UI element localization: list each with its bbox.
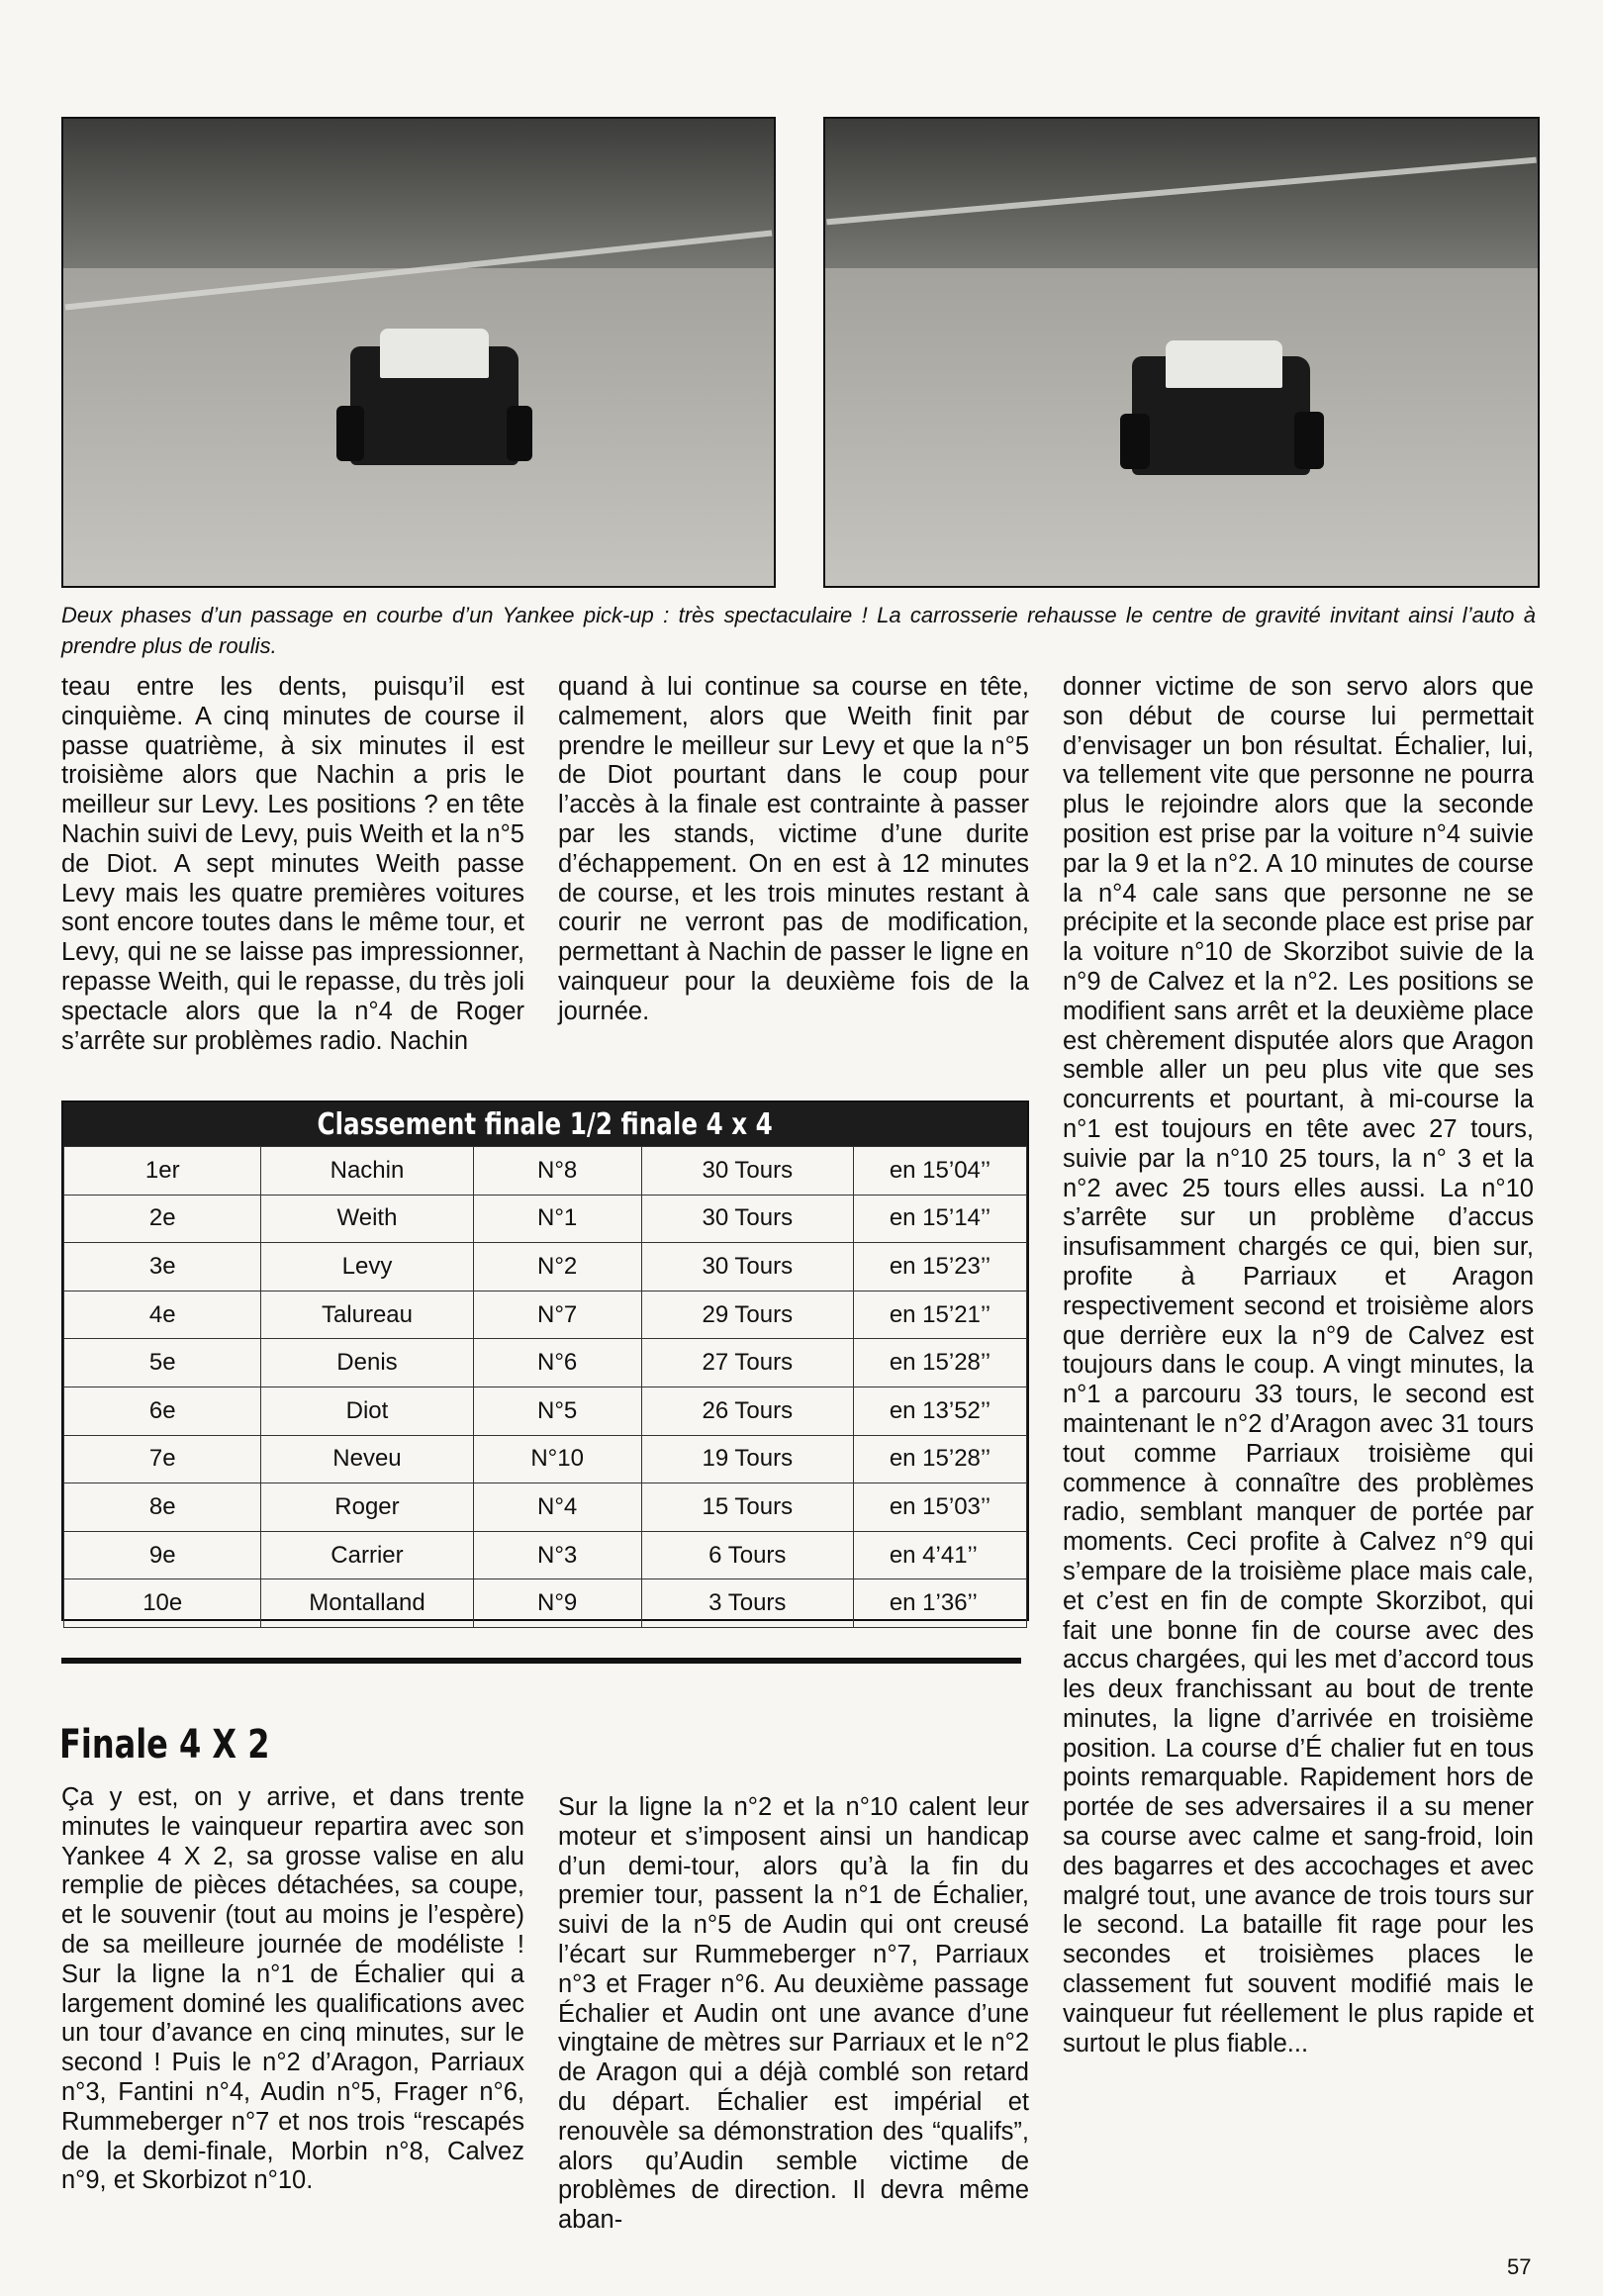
place-cell: 5e [64,1339,261,1387]
table-row [64,1387,1027,1435]
table-row [64,1483,1027,1532]
car-wheel [336,406,364,461]
car-roof [1166,340,1282,388]
tours-cell: 3 Tours [641,1579,853,1628]
photo-caption: Deux phases d’un passage en courbe d’un Yankee pick-up : très spectaculaire ! La carrosserie rehausse le centre de gravité invitant ainsi l’auto à prendre plus de roulis. [61,603,1536,658]
table-row [64,1195,1027,1243]
car-wheel [1120,414,1150,469]
name-cell: Weith [261,1195,473,1243]
name-cell: Carrier [261,1531,473,1579]
table-row [64,1339,1027,1387]
name-cell: Levy [261,1243,473,1292]
name-cell: Neveu [261,1435,473,1483]
photo-right [823,117,1540,588]
car-wheel [1294,412,1324,469]
place-cell: 3e [64,1243,261,1292]
section-title: Finale 4 X 2 [59,1722,270,1768]
time-cell: en 15’21’’ [853,1291,1026,1339]
paragraph: Ça y est, on y arrive, et dans trente minutes le vainqueur repartira avec son Yankee 4 X 2, sa grosse valise en alu remplie de pièces détachées, sa coupe, et le souvenir (tout au moins je l’espère) de sa meilleure journée de modéliste ! Sur la ligne la n°1 de Échalier qui a largement dominé les qualifications avec un tour d’avance en cinq minutes, sur le second ! Puis le n°2 d’Aragon, Parriaux n°3, Fantini n°4, Audin n°5, Frager n°6, Rummeberger n°7 et nos trois “rescapés de la demi-finale, Morbin n°8, Calvez n°9, et Skorbizot n°10. [61,1783,524,2195]
table-title: Classement finale 1/2 finale 4 x 4 [317,1106,774,1142]
paragraph: Sur la ligne la n°2 et la n°10 calent leur moteur et s’imposent ainsi un handicap d’un demi-tour, alors qu’à la fin du premier tour, passent la n°1 de Échalier, suivi de la n°5 de Audin qui ont creusé l’écart sur Rummeberger n°7, Parriaux n°3 et Frager n°6. Au deuxième passage Échalier et Audin ont une avance d’une vingtaine de mètres sur Parriaux et le n°2 de Aragon qui a déjà comblé son retard du départ. Échalier est impérial et renouvèle sa démonstration des “qualifs”, alors qu’Audin semble victime de problèmes de direction. Il devra même aban- [558,1793,1029,2235]
place-cell: 1er [64,1147,261,1196]
article-column-2-top [558,673,1029,1027]
name-cell: Nachin [261,1147,473,1196]
article-column-2-bottom [558,1793,1029,2236]
table-row [64,1291,1027,1339]
place-cell: 2e [64,1195,261,1243]
name-cell: Talureau [261,1291,473,1339]
rc-car [350,346,519,465]
results-table [61,1100,1029,1621]
tours-cell: 30 Tours [641,1147,853,1196]
article-column-1-top [61,673,524,1056]
car-number-cell: N°1 [473,1195,641,1243]
time-cell: en 15’28’’ [853,1435,1026,1483]
car-roof [380,329,489,378]
rc-car [1132,356,1310,475]
article-column-3 [1063,673,1534,2058]
car-number-cell: N°10 [473,1435,641,1483]
section-divider [61,1658,1021,1664]
table-row [64,1243,1027,1292]
car-number-cell: N°4 [473,1483,641,1532]
car-number-cell: N°6 [473,1339,641,1387]
tours-cell: 30 Tours [641,1195,853,1243]
car-number-cell: N°8 [473,1147,641,1196]
table-row [64,1435,1027,1483]
time-cell: en 15’03’’ [853,1483,1026,1532]
results-body [64,1147,1027,1628]
time-cell: en 15’14’’ [853,1195,1026,1243]
time-cell: en 1’36’’ [853,1579,1026,1628]
place-cell: 4e [64,1291,261,1339]
place-cell: 10e [64,1579,261,1628]
car-number-cell: N°5 [473,1387,641,1435]
paragraph: donner victime de son servo alors que son début de course lui permettait d’envisager un bon résultat. Échalier, lui, va tellement vite que personne ne pourra plus le rejoindre alors que la seconde position est prise par la voiture n°4 suivie par la 9 et la n°2. A 10 minutes de course la n°4 cale sans que personne ne se précipite et la seconde place est prise par la voiture n°10 de Skorzibot suivie de la n°9 de Calvez et la n°2. Les positions se modifient sans arrêt et la deuxième place est chèrement disputée alors que Aragon semble aller un peu plus vite que ses concurrents et pourtant, à mi-course la n°1 est toujours en tête avec 27 tours, suivie par la n°10 25 tours, la n° 3 et la n°2 avec 25 tours elles aussi. La n°10 s’arrête sur un problème d’accus insufisamment chargés ce qui, bien sur, profite à Parriaux et Aragon respectivement second et troisième alors que derrière eux la n°9 de Calvez est toujours dans le coup. A vingt minutes, la n°1 a parcouru 33 tours, le second est maintenant le n°2 d’Aragon avec 31 tours tout comme Parriaux troisième qui commence à connaître des problèmes radio, semblant manquer de portée par moments. Ceci profite à Calvez n°9 qui s’empare de la troisième place mais cale, et c’est en fin de compte Skorzibot, qui fait une bonne fin de course avec des accus chargées, qui les met d’accord tous les deux franchissant au bout de trente minutes, la ligne d’arrivée en troisième position. La course d’É chalier fut en tous points remarquable. Rapidement hors de portée de ses adversaires il a su mener sa course avec calme et sang-froid, loin des bagarres et des accochages et avec malgré tout, une avance de trois tours sur le second. La bataille fit rage pour les secondes et troisièmes places le classement fut souvent modifié mais le vainqueur fut réellement le plus rapide et surtout le plus fiable... [1063,673,1534,2057]
time-cell: en 15’23’’ [853,1243,1026,1292]
name-cell: Roger [261,1483,473,1532]
paragraph: quand à lui continue sa course en tête, calmement, alors que Weith finit par prendre le meilleur sur Levy et que la n°5 de Diot pourtant dans le coup pour l’accès à la finale est contrainte à passer par les stands, victime d’une durite d’échappement. On en est à 12 minutes de course, et les trois minutes restant à courir ne verront pas de modification, permettant à Nachin de passer le ligne en vainqueur pour la deuxième fois de la journée. [558,673,1029,1025]
place-cell: 9e [64,1531,261,1579]
paragraph: teau entre les dents, puisqu’il est cinquième. A cinq minutes de course il passe quatrième, à six minutes il est troisième alors que Nachin a pris le meilleur sur Levy. Les positions ? en tête Nachin suivi de Levy, puis Weith et la n°5 de Diot. A sept minutes Weith passe Levy mais les quatre premières voitures sont encore toutes dans le même tour, et Levy, qui ne se laisse pas impressionner, repasse Weith, qui le repasse, du très joli spectacle alors que la n°4 de Roger s’arrête sur problèmes radio. Nachin [61,673,524,1055]
time-cell: en 13’52’’ [853,1387,1026,1435]
place-cell: 7e [64,1435,261,1483]
table-row [64,1531,1027,1579]
place-cell: 6e [64,1387,261,1435]
tours-cell: 30 Tours [641,1243,853,1292]
table-row [64,1147,1027,1196]
car-number-cell: N°9 [473,1579,641,1628]
car-wheel [507,406,532,461]
tours-cell: 29 Tours [641,1291,853,1339]
tours-cell: 6 Tours [641,1531,853,1579]
name-cell: Montalland [261,1579,473,1628]
name-cell: Denis [261,1339,473,1387]
article-column-1-bottom [61,1783,524,2196]
page-number: 57 [1507,2254,1532,2279]
table-row [64,1579,1027,1628]
tours-cell: 26 Tours [641,1387,853,1435]
tours-cell: 19 Tours [641,1435,853,1483]
results-grid [63,1146,1027,1628]
tours-cell: 15 Tours [641,1483,853,1532]
name-cell: Diot [261,1387,473,1435]
table-title-bar [63,1102,1027,1146]
place-cell: 8e [64,1483,261,1532]
time-cell: en 4’41’’ [853,1531,1026,1579]
time-cell: en 15’04’’ [853,1147,1026,1196]
car-number-cell: N°3 [473,1531,641,1579]
time-cell: en 15’28’’ [853,1339,1026,1387]
photo-left [61,117,776,588]
tours-cell: 27 Tours [641,1339,853,1387]
car-number-cell: N°2 [473,1243,641,1292]
car-number-cell: N°7 [473,1291,641,1339]
